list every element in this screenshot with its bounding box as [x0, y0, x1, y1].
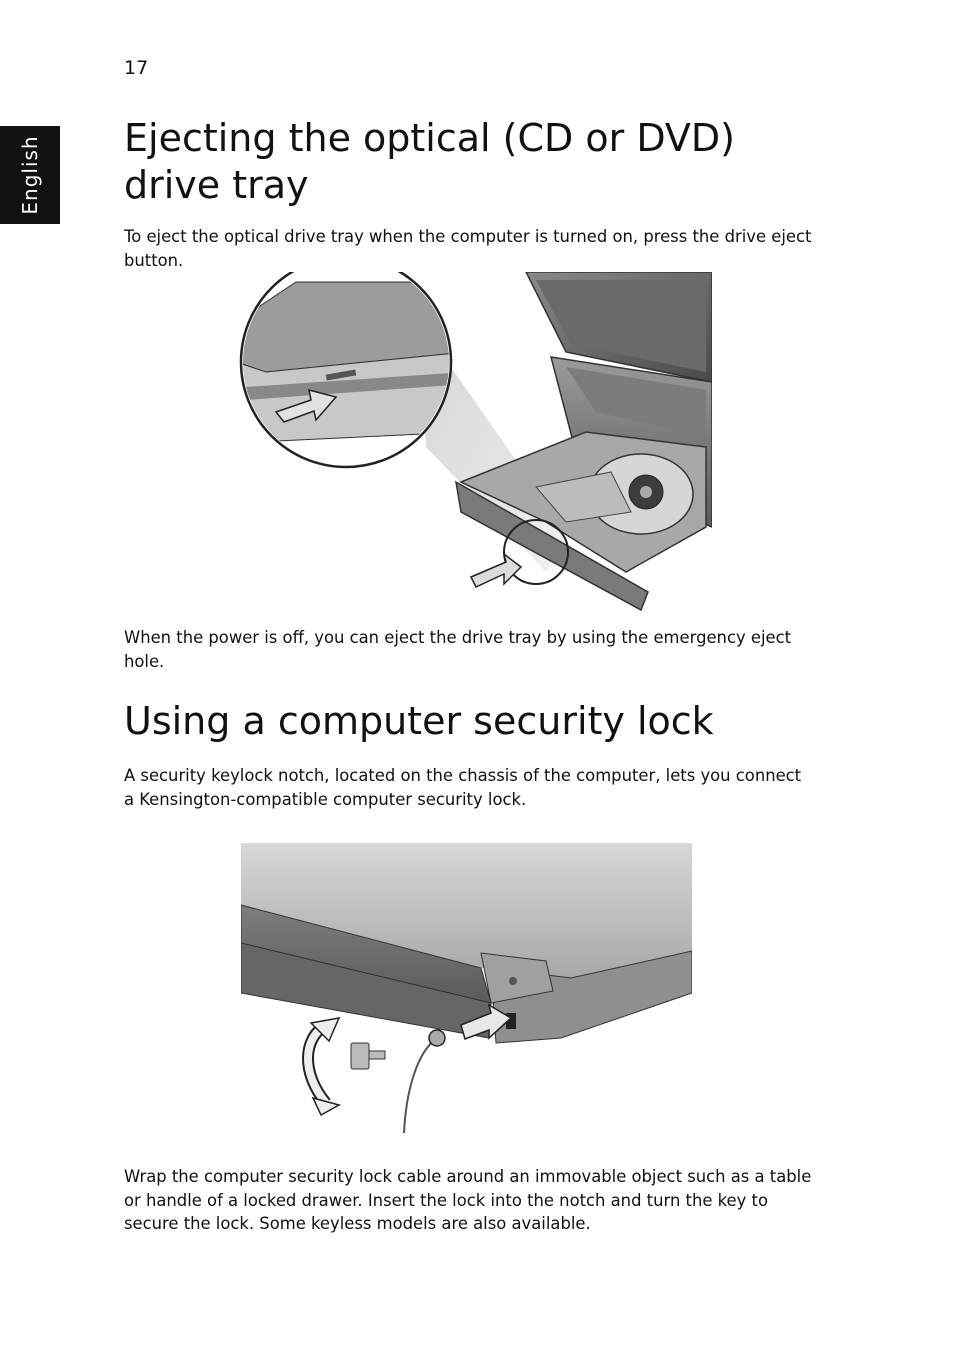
eject-instructions: To eject the optical drive tray when the computer is turned on, press the drive eject button.: [124, 227, 812, 270]
security-lock-description: A security keylock notch, located on the chassis of the computer, lets you connect a Kensington-compatible computer security lock.: [124, 766, 802, 809]
lock-key-icon: [351, 1043, 369, 1069]
section-title-line2: drive tray: [124, 163, 309, 207]
spindle-center: [640, 486, 652, 498]
section-title-security-lock: Using a computer security lock: [124, 699, 714, 743]
security-lock-instructions: Wrap the computer security lock cable around an immovable object such as a table or handle of a locked drawer. Insert the lock into the notch and turn the key to secure the lock. Some keyless models are also available.: [124, 1167, 812, 1233]
eject-arrow-small-icon: [471, 554, 521, 587]
section-title-eject-tray: [124, 115, 844, 209]
page-number: 17: [124, 57, 149, 79]
lock-head: [429, 1030, 445, 1046]
corner-screw: [509, 977, 517, 985]
language-tab-label: English: [18, 135, 42, 215]
security-lock-illustration: [241, 843, 692, 1133]
lock-cable: [404, 1038, 437, 1133]
language-tab: [0, 126, 60, 224]
section-title-line1: Ejecting the optical (CD or DVD): [124, 116, 735, 160]
drive-eject-illustration: [236, 272, 712, 614]
emergency-eject-text: When the power is off, you can eject the drive tray by using the emergency eject hole.: [124, 628, 792, 671]
